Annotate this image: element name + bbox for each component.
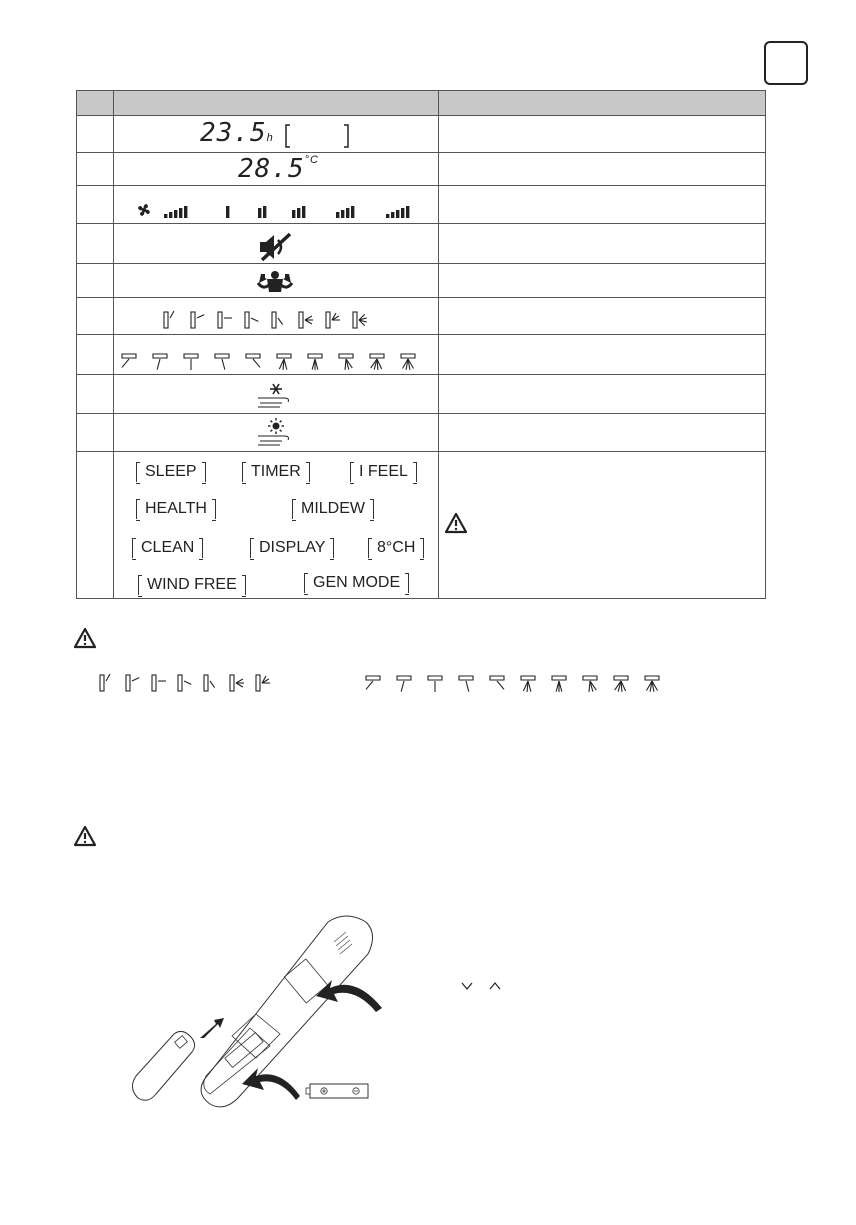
clean-tag: CLEAN [132, 538, 203, 558]
vertical-swing-position-icon [178, 675, 191, 691]
horizontal-swing-position-icon [184, 354, 198, 370]
horizontal-swing-position-icon [122, 354, 136, 367]
vertical-swing-position-icon [353, 312, 367, 328]
gen-mode-tag: GEN MODE [304, 573, 409, 593]
wind-free-tag: WIND FREE [138, 575, 246, 595]
horizontal-swing-position-icon [614, 676, 628, 692]
strong-arm-icon [255, 270, 295, 294]
horizontal-swing-position-icon [153, 354, 167, 370]
fan-level-indicator [226, 206, 229, 218]
horizontal-swing-position-icon [645, 676, 659, 692]
temperature-unit: °C [304, 154, 319, 166]
horizontal-swing-position-icon [552, 676, 566, 692]
horizontal-swing-position-icon [370, 354, 384, 370]
vertical-swing-position-icon [245, 312, 258, 328]
speaker-mute-icon [258, 232, 292, 262]
horizontal-swing-position-icon [397, 676, 411, 692]
warning-triangle-icon [73, 627, 97, 649]
mildew-tag: MILDEW [292, 499, 374, 519]
fan-speed-icons [134, 198, 424, 220]
horizontal-swing-position-icon [339, 354, 353, 370]
vertical-swing-position-icon [191, 312, 204, 328]
horizontal-swing-position-icon [308, 354, 322, 370]
horizontal-swing-position-icon [459, 676, 473, 692]
horizontal-swing-position-icon [277, 354, 291, 370]
vertical-swing-position-icon [218, 312, 232, 328]
horizontal-swing-position-icon [366, 676, 380, 689]
8-degree-heat-tag: 8°CH [368, 538, 424, 558]
chevron-up-icon [488, 981, 502, 991]
horizontal-swing-position-icon [490, 676, 504, 689]
table-row [77, 414, 766, 452]
vertical-swing-position-icon [326, 312, 340, 328]
warning-triangle-icon [73, 825, 97, 847]
table-row [77, 375, 766, 414]
timer-tag: TIMER [242, 462, 310, 482]
vertical-swing-position-icon [230, 675, 244, 691]
horizontal-swing-icons [118, 348, 438, 372]
horizontal-swing-position-icon [246, 354, 260, 367]
temperature-display [238, 154, 319, 184]
snowflake-wind-icon [256, 381, 296, 409]
horizontal-swing-position-icon [215, 354, 229, 370]
vertical-swing-position-icon [152, 675, 166, 691]
display-tag: DISPLAY [250, 538, 334, 558]
i-feel-tag: I FEEL [350, 462, 417, 482]
fan-level-indicator [336, 206, 354, 218]
fan-level-indicator [258, 206, 266, 218]
fan-level-indicator [164, 206, 187, 218]
vertical-swing-position-icon [164, 311, 174, 328]
horizontal-swing-icons [362, 670, 662, 694]
vertical-swing-position-icon [256, 675, 270, 691]
page-corner-box [764, 41, 808, 85]
table-row [77, 264, 766, 298]
remote-battery-illustration [120, 912, 410, 1118]
chevron-down-icon [460, 981, 474, 991]
fan-icon [138, 204, 150, 216]
vertical-swing-icons [160, 306, 390, 330]
timer-unit: h [266, 132, 274, 144]
timer-digits: 23.5 [200, 118, 267, 148]
table-header-row [77, 91, 766, 116]
display-icons-table [76, 90, 766, 599]
vertical-swing-icons [96, 669, 296, 693]
horizontal-swing-position-icon [428, 676, 442, 692]
timer-display [200, 118, 274, 148]
vertical-swing-position-icon [100, 674, 110, 691]
table-row [77, 153, 766, 186]
health-tag: HEALTH [136, 499, 216, 519]
horizontal-swing-position-icon [521, 676, 535, 692]
timer-bracket-icon [284, 123, 350, 149]
sleep-tag: SLEEP [136, 462, 206, 482]
sun-wind-icon [256, 418, 296, 446]
vertical-swing-position-icon [126, 675, 139, 691]
table-row [77, 224, 766, 264]
temperature-digits: 28.5 [238, 154, 305, 184]
vertical-swing-position-icon [299, 312, 313, 328]
fan-level-indicator [292, 206, 305, 218]
horizontal-swing-position-icon [583, 676, 597, 692]
warning-triangle-icon [444, 512, 468, 534]
fan-level-indicator [386, 206, 409, 218]
table-row [77, 116, 766, 153]
horizontal-swing-position-icon [401, 354, 415, 370]
vertical-swing-position-icon [204, 675, 215, 691]
vertical-swing-position-icon [272, 312, 283, 328]
